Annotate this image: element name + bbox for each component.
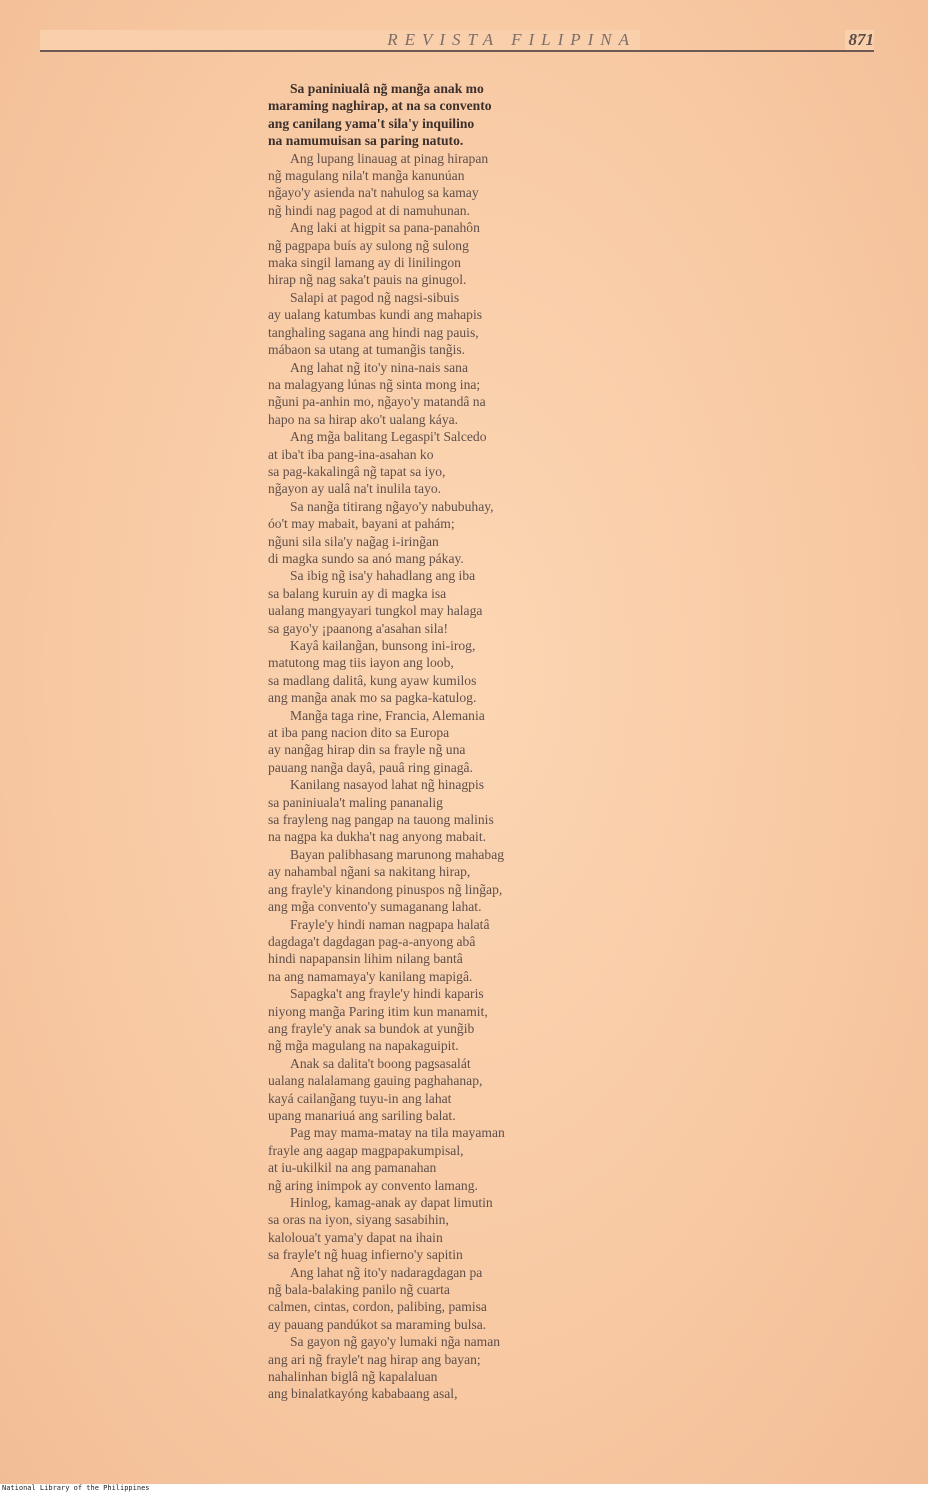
poem-line: at iu-ukilkil na ang pamanahan <box>268 1160 437 1176</box>
poem-line: Ang mg̃a balitang Legaspi't Salcedo <box>290 429 487 445</box>
poem-line: ualang mangyayari tungkol may halaga <box>268 603 483 619</box>
poem-line: ng̃ hindi nag pagod at di namuhunan. <box>268 202 470 218</box>
page-number: 871 <box>845 30 875 50</box>
poem-line: hapo na sa hirap ako't ualang káya. <box>268 411 459 427</box>
poem-line: sa pag-kakalingâ ng̃ tapat sa iyo, <box>268 463 446 479</box>
poem-line: sa paniniuala't maling pananalig <box>268 794 443 810</box>
poem-line: di magka sundo sa anó mang pákay. <box>268 550 464 566</box>
poem-line: sa frayleng nag pangap na tauong malinis <box>268 812 494 828</box>
poem-line: Bayan palibhasang marunong mahabag <box>290 846 505 862</box>
poem-line: Ang lupang linauag at pinag hirapan <box>290 150 489 166</box>
poem-line: ang frayle'y kinandong pinuspos ng̃ ling̃ap, <box>268 881 503 897</box>
stanza <box>268 219 628 289</box>
poem-line: at iba pang nacion dito sa Europa <box>268 725 450 741</box>
poem-line: Ang laki at higpit sa pana-panahôn <box>290 220 480 236</box>
poem-line: Frayle'y hindi naman nagpapa halatâ <box>290 916 490 932</box>
poem-line: ang canilang yama't sila'y inquilino <box>268 115 475 131</box>
poem-line: ay pauang pandúkot sa maraming bulsa. <box>268 1316 487 1332</box>
poem-line: at iba't iba pang-ina-asahan ko <box>268 446 434 462</box>
stanza <box>268 498 628 568</box>
poem-line: na namumuisan sa paring natuto. <box>268 133 464 149</box>
poem-line: na ang namamaya'y kanilang mapigâ. <box>268 968 473 984</box>
poem-line: Mang̃a taga rine, Francia, Alemania <box>290 707 485 723</box>
stanza <box>268 567 628 637</box>
poem-line: Hinlog, kamag-anak ay dapat limutin <box>290 1195 493 1210</box>
footer <box>0 1484 928 1493</box>
poem-line: kaloloua't yama'y dapat na ihain <box>268 1229 443 1245</box>
poem-line: na nagpa ka dukha't nag anyong mabait. <box>268 829 486 845</box>
poem-line: ualang nalalamang gauing paghahanap, <box>268 1073 483 1089</box>
poem-line: tanghaling sagana ang hindi nag pauis, <box>268 324 479 340</box>
library-credit: National Library of the Philippines <box>2 1484 150 1492</box>
poem-line: maka singil lamang ay di linilingon <box>268 255 461 271</box>
poem-line: Pag may mama-matay na tila mayaman <box>290 1125 505 1141</box>
poem-line: ng̃ magulang nila't mang̃a kanunúan <box>268 168 465 184</box>
poem-line: ng̃ aring inimpok ay convento lamang. <box>268 1177 478 1193</box>
running-header <box>40 30 874 60</box>
poem-line: Salapi at pagod ng̃ nagsi-sibuis <box>290 289 460 305</box>
poem-line: Anak sa dalita't boong pagsasalát <box>290 1055 471 1071</box>
poem-line: sa gayo'y ¡paanong a'asahan sila! <box>268 620 449 636</box>
poem-line: na malagyang lúnas ng̃ sinta mong ina; <box>268 376 481 392</box>
poem-line: niyong mang̃a Paring itim kun manamit, <box>268 1003 488 1019</box>
stanza <box>268 985 628 1055</box>
stanza <box>268 1264 628 1334</box>
poem-line: calmen, cintas, cordon, palibing, pamisa <box>268 1299 487 1315</box>
poem-line: nahalinhan biglâ ng̃ kapalaluan <box>268 1369 438 1385</box>
poem-line: ng̃uni pa-anhin mo, ng̃ayo'y matandâ na <box>268 394 486 410</box>
stanza <box>268 637 628 707</box>
poem-line: ng̃ mg̃a magulang na napakaguipit. <box>268 1038 459 1054</box>
poem-line: óo't may mabait, bayani at pahám; <box>268 516 455 532</box>
stanza <box>268 776 628 846</box>
poem-line: ay nahambal ng̃ani sa nakitang hirap, <box>268 864 471 880</box>
poem-line: ay ualang katumbas kundi ang mahapis <box>268 307 483 323</box>
poem-line: maraming naghirap, at na sa convento <box>268 98 492 114</box>
stanza <box>268 428 628 498</box>
stanza <box>268 707 628 777</box>
poem-line: Ang lahat ng̃ ito'y nina-nais sana <box>290 359 468 375</box>
poem-line: matutong mag tiis iayon ang loob, <box>268 655 454 671</box>
stanza <box>268 359 628 429</box>
stanza <box>268 1124 628 1194</box>
journal-title: REVISTA FILIPINA <box>40 30 640 50</box>
poem-line: Sa gayon ng̃ gayo'y lumaki ng̃a naman <box>290 1334 501 1350</box>
poem-line: ng̃uni sila sila'y nag̃ag i-iring̃an <box>268 533 439 549</box>
poem-line: mábaon sa utang at tumang̃is tang̃is. <box>268 342 466 358</box>
stanza <box>268 1194 628 1264</box>
poem-line: ang mg̃a convento'y sumaganang lahat. <box>268 899 482 915</box>
poem-line: sa frayle't ng̃ huag infierno'y sapitin <box>268 1247 463 1263</box>
poem-line: Ang lahat ng̃ ito'y nadaragdagan pa <box>290 1264 483 1280</box>
poem-line: ng̃ayo'y asienda na't nahulog sa kamay <box>268 185 479 201</box>
stanza <box>268 846 628 916</box>
header-rule <box>40 50 874 52</box>
poem-line: ng̃ayon ay ualâ na't inulila tayo. <box>268 481 442 497</box>
poem-line: ay nang̃ag hirap din sa frayle ng̃ una <box>268 742 466 758</box>
poem-line: kayá cailang̃ang tuyu-in ang lahat <box>268 1090 452 1106</box>
poem-line: hirap ng̃ nag saka't pauis na ginugol. <box>268 272 467 288</box>
poem-line: upang manariuá ang sariling balat. <box>268 1107 456 1123</box>
poem-line: ng̃ pagpapa buís ay sulong ng̃ sulong <box>268 237 469 253</box>
stanza <box>268 1055 628 1125</box>
poem-line: Sa paniniualâ ng̃ mang̃a anak mo <box>290 81 484 96</box>
poem-line: ang ari ng̃ frayle't nag hirap ang bayan; <box>268 1351 481 1367</box>
poem-line: sa madlang dalitâ, kung ayaw kumilos <box>268 672 477 688</box>
poem-line: ang mang̃a anak mo sa pagka-katulog. <box>268 690 477 706</box>
poem-line: hindi napapansin lihim nilang bantâ <box>268 951 463 967</box>
poem-line: dagdaga't dagdagan pag-a-anyong abâ <box>268 933 476 949</box>
poem-line: Kayâ kailang̃an, bunsong ini-irog, <box>290 638 476 653</box>
poem-line: ang frayle'y anak sa bundok at yung̃ib <box>268 1020 475 1036</box>
poem-line: sa balang kuruin ay di magka isa <box>268 585 447 601</box>
poem-line: Kanilang nasayod lahat ng̃ hinagpis <box>290 777 485 793</box>
poem-line: pauang nang̃a dayâ, pauâ ring ginagâ. <box>268 759 473 775</box>
poem-line: Sa nang̃a titirang ng̃ayo'y nabubuhay, <box>290 498 494 514</box>
poem-line: ng̃ bala-balaking panilo ng̃ cuarta <box>268 1282 450 1298</box>
stanza <box>268 289 628 359</box>
stanza <box>268 1333 628 1403</box>
stanza <box>268 150 628 220</box>
poem-line: Sa ibig ng̃ isa'y hahadlang ang iba <box>290 568 476 584</box>
poem-line: ang binalatkayóng kababaang asal, <box>268 1386 458 1402</box>
poem-line: sa oras na iyon, siyang sasabihin, <box>268 1212 449 1228</box>
stanza <box>268 916 628 986</box>
stanza <box>268 80 628 150</box>
poem-line: frayle ang aagap magpapakumpisal, <box>268 1142 464 1158</box>
poem-body <box>268 80 628 1403</box>
poem-line: Sapagka't ang frayle'y hindi kaparis <box>290 986 484 1002</box>
